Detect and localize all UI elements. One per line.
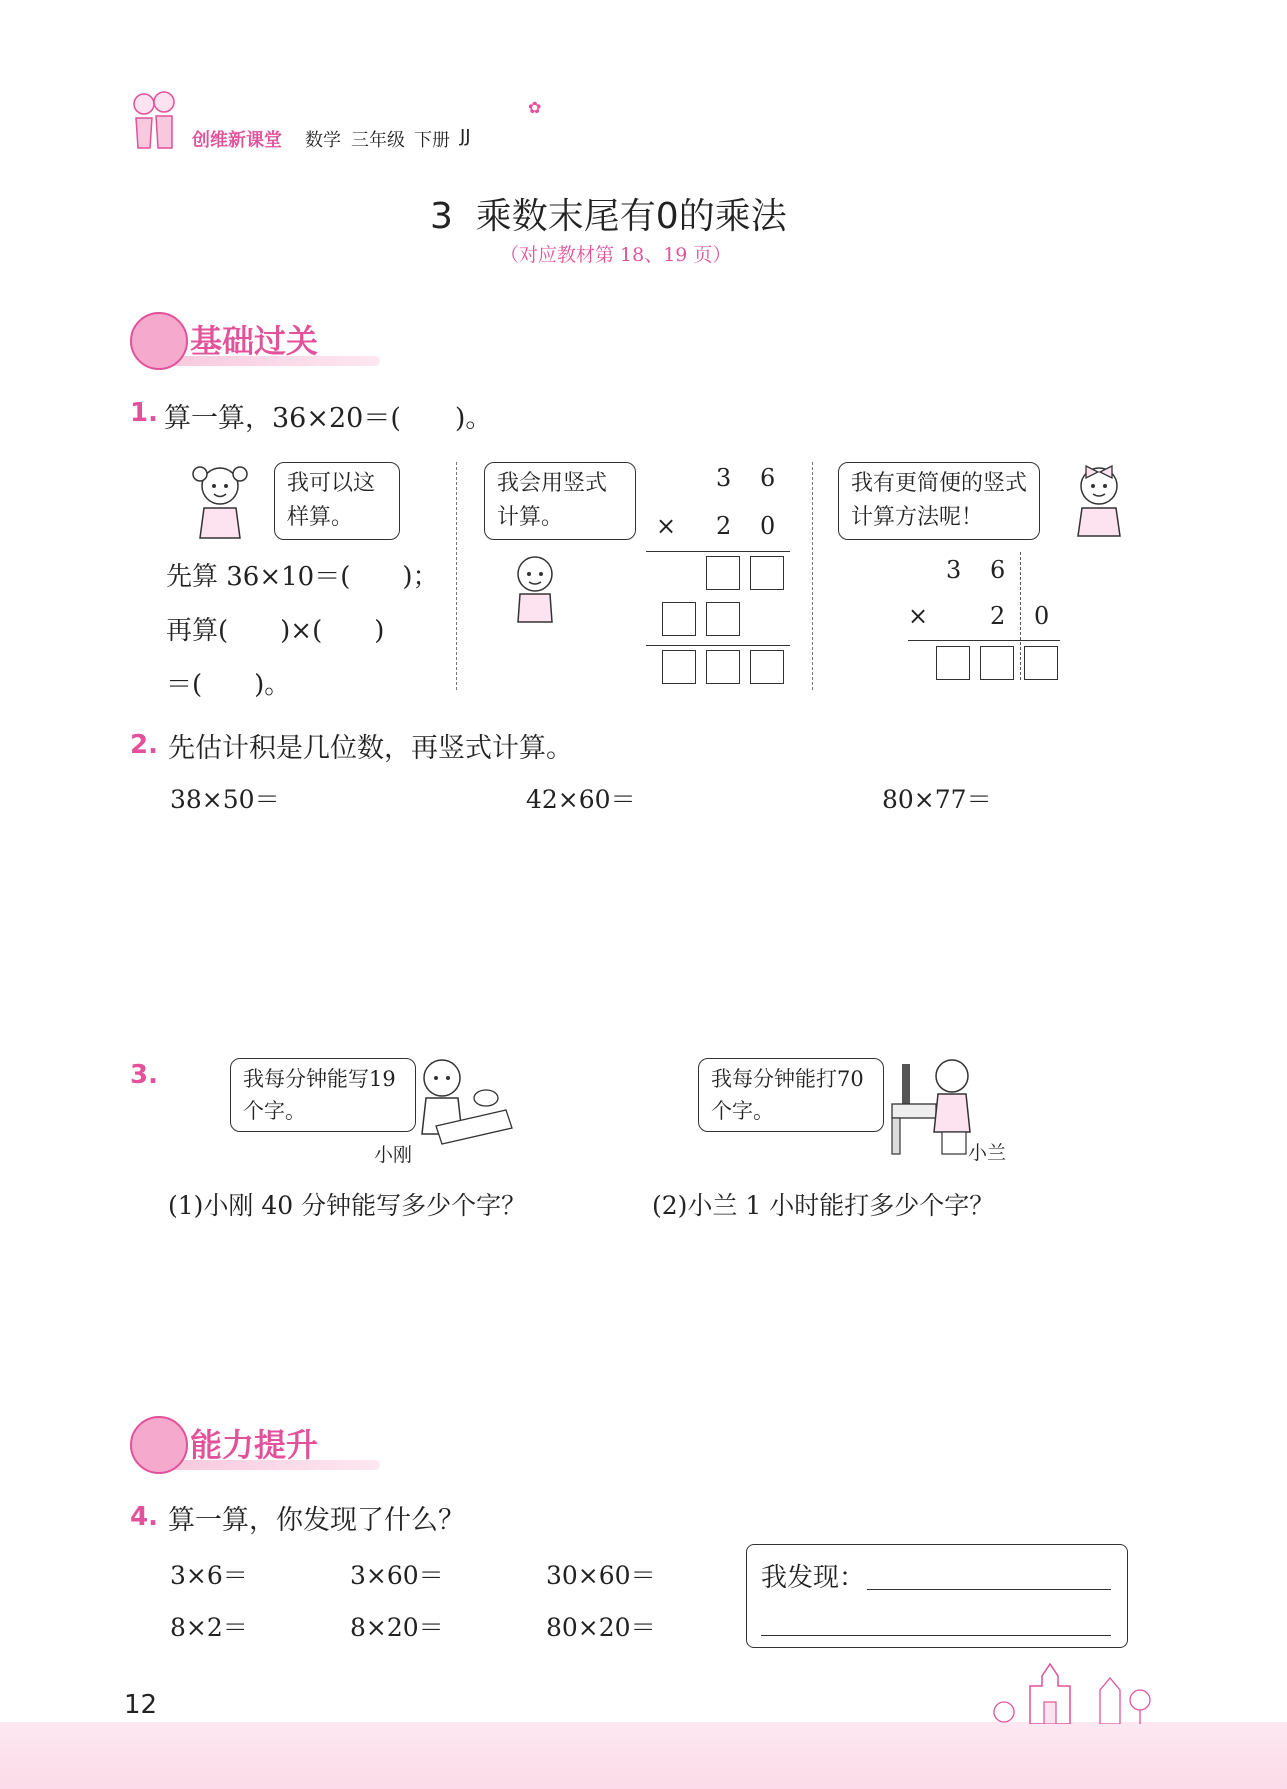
v2-line [908,640,1060,641]
discover-line-2[interactable] [761,1635,1111,1636]
q3-bubble-left [230,1058,416,1132]
q3-name-right: 小兰 [968,1142,1007,1164]
q1-step-3: ＝( )。 [166,670,291,700]
answer-box[interactable] [706,650,740,684]
q1-bubble-3 [838,462,1040,540]
section-advanced [130,1416,400,1470]
v1-bottom-tens: 2 [716,512,732,540]
q3-name-left: 小刚 [374,1144,413,1166]
castle-icon [990,1650,1160,1728]
q2-item: 38×50＝ [170,785,280,814]
section-basic [130,312,400,366]
divider [812,462,813,690]
q1-step-1: 先算 36×10＝( )； [166,562,439,592]
v2-bottom-tens: 2 [990,602,1006,630]
answer-box[interactable] [1024,646,1058,680]
header-volume: 下册 [414,130,450,151]
discover-label: 我发现： [761,1563,866,1593]
q4-item: 3×6＝ [170,1561,248,1590]
header-edition: JJ [460,126,471,147]
page-number: 12 [124,1690,158,1720]
girl-illustration [190,462,250,544]
q3-bubble-right [698,1058,884,1132]
section-mascot-icon [130,1416,188,1474]
v2-mul-sign: × [908,602,929,630]
q4-item: 8×2＝ [170,1613,248,1642]
header-mascot [128,88,180,154]
section-mascot-icon [130,312,188,370]
v1-line-1 [646,551,790,552]
answer-box[interactable] [750,650,784,684]
q3-bubble-right-text: 我每分钟能打70个字。 [711,1067,864,1123]
q4-number: 4. [130,1502,158,1532]
q1-step-2: 再算( )×( ) [166,616,385,646]
answer-box[interactable] [706,556,740,590]
q4-item: 8×20＝ [350,1613,444,1642]
v1-bottom-ones: 0 [760,512,776,540]
boy-illustration [510,552,560,628]
q4-item: 30×60＝ [546,1561,656,1590]
answer-box[interactable] [936,646,970,680]
q2-prompt: 先估计积是几位数，再竖式计算。 [168,733,573,764]
q4-item: 3×60＝ [350,1561,444,1590]
q1-bubble-2 [484,462,636,540]
v2-bottom-ones: 0 [1034,602,1050,630]
discover-line-1[interactable] [867,1589,1111,1590]
q1-bubble-2-text: 我会用竖式计算。 [497,471,608,530]
q2-number: 2. [130,730,158,760]
q4-prompt: 算一算，你发现了什么？ [168,1505,465,1536]
q4-item: 80×20＝ [546,1613,656,1642]
discover-box [746,1544,1128,1648]
answer-box[interactable] [980,646,1014,680]
q3-number: 3. [130,1060,158,1090]
v2-top-ones: 6 [990,556,1006,584]
header-subject: 数学 [305,130,341,151]
q2-item: 42×60＝ [526,785,636,814]
v2-top-tens: 3 [946,556,962,584]
answer-box[interactable] [662,602,696,636]
xiaogang-illustration [406,1054,518,1154]
v1-top-ones: 6 [760,464,776,492]
girl-bow-illustration [1068,458,1130,542]
q1-bubble-3-text: 我有更简便的竖式计算方法呢！ [851,471,1028,530]
zero-separator [1020,552,1021,680]
lesson-title: 3 乘数末尾有0的乘法 [430,196,787,237]
divider [456,462,457,690]
footer-band [0,1722,1287,1789]
section-title: 能力提升 [190,1426,319,1464]
flower-icon: ✿ [528,98,542,117]
q2-item: 80×77＝ [882,785,992,814]
v1-mul-sign: × [656,512,677,540]
header-brand: 创维新课堂 [192,130,282,151]
q1-bubble-1-text: 我可以这样算。 [287,471,376,530]
q1-number: 1. [130,398,158,428]
answer-box[interactable] [662,650,696,684]
q3-sub-2: (2)小兰 1 小时能打多少个字？ [652,1191,995,1220]
v1-line-2 [646,645,790,646]
header-grade: 三年级 [351,130,405,151]
q3-bubble-left-text: 我每分钟能写19个字。 [243,1067,396,1123]
lesson-subtitle: （对应教材第 18、19 页） [500,244,732,266]
q1-prompt: 算一算，36×20＝( )。 [164,403,493,434]
q1-bubble-1 [274,462,400,540]
answer-box[interactable] [750,556,784,590]
q3-sub-1: (1)小刚 40 分钟能写多少个字？ [168,1191,527,1220]
answer-box[interactable] [706,602,740,636]
v1-top-tens: 3 [716,464,732,492]
section-title: 基础过关 [190,322,319,360]
